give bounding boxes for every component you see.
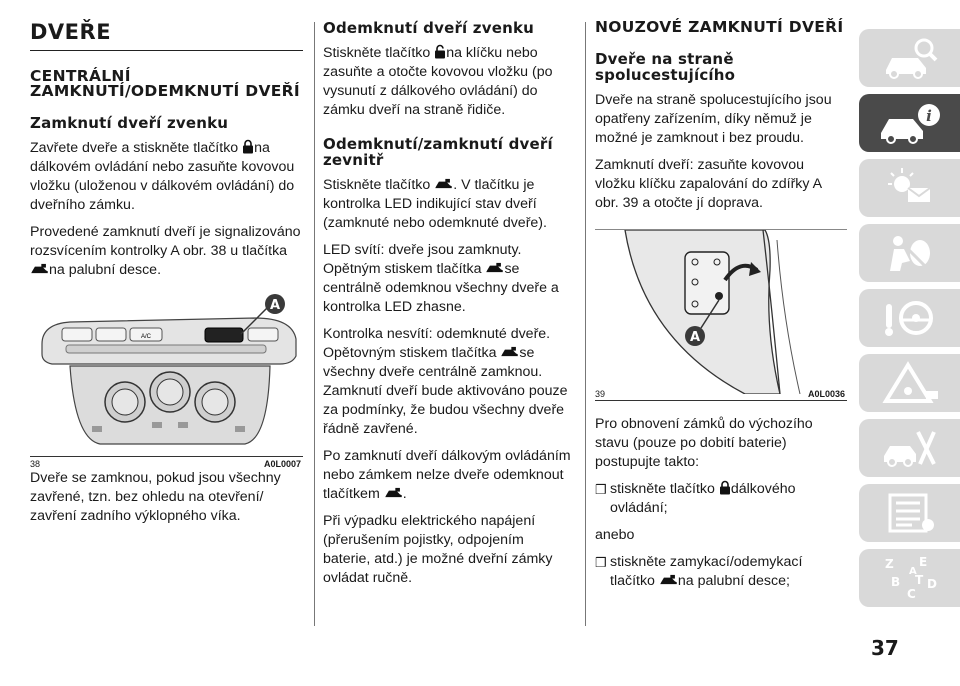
paragraph-lock-procedure: Zamknutí dveří: zasuňte kovovou vložku klíčku zapalování do zdířky A obr. 39 a otočte jí doprava. <box>595 157 822 211</box>
text-fragment: Stiskněte tlačítko <box>323 45 431 61</box>
index-letter: Z <box>884 557 894 571</box>
column-3 <box>595 20 847 599</box>
car-lock-button-icon <box>485 262 504 273</box>
text-fragment: se všechny dveře centrálně zamknou. Zamknutí dveří bude aktivováno pouze za podmínky, že budou všechny dveře řádně zavřené. <box>323 345 568 437</box>
tab-driving[interactable] <box>859 289 960 347</box>
info-glyph: i <box>925 107 932 125</box>
tab-car-info[interactable] <box>859 94 960 152</box>
airbag-safety-icon <box>880 231 940 275</box>
dashboard-controls-illustration <box>30 294 303 452</box>
figure-code: A0L0036 <box>807 389 845 399</box>
warning-triangle-icon <box>880 361 940 405</box>
ac-label: A/C <box>140 334 152 340</box>
list-item-text <box>610 553 847 591</box>
paragraph-unlock-outside <box>323 44 574 120</box>
tab-warning-lights[interactable] <box>859 159 960 217</box>
text-fragment: se centrálně odemknou všechny dveře a kontrolka LED zhasne. <box>323 261 559 315</box>
callout-a: A <box>269 298 281 313</box>
tab-index[interactable] <box>859 549 960 607</box>
text-fragment: na palubní desce; <box>677 573 790 589</box>
text-fragment: LED svítí: dveře jsou zamknuty. Opětným stiskem tlačítka <box>323 242 522 277</box>
figure-number: 38 <box>30 459 41 469</box>
paragraph-led-on <box>323 241 574 317</box>
callout-a: A <box>689 330 701 345</box>
tab-car-inspect[interactable] <box>859 29 960 87</box>
text-fragment: na dálkovém ovládání nebo zasuňte kovovou vložku (uloženou v dálkovém ovládání) do dveřního zámku. <box>30 140 295 213</box>
car-lock-button-icon <box>500 346 519 357</box>
car-lock-button-icon <box>659 574 678 585</box>
padlock-closed-icon <box>242 139 254 154</box>
specs-list-icon <box>880 491 940 535</box>
text-fragment: Zavřete dveře a stiskněte tlačítko <box>30 140 239 156</box>
checkbox-bullet-icon: ❒ <box>595 482 607 497</box>
text-fragment: stiskněte zamykací/odemykací tlačítko <box>610 554 803 589</box>
text-fragment: . <box>402 486 407 502</box>
list-item-text <box>610 480 847 518</box>
section-heading-central-locking: CENTRÁLNÍ ZAMKNUTÍ/ODEMKNUTÍ DVEŘÍ <box>30 67 300 100</box>
index-letter: A <box>908 566 917 577</box>
driving-icon <box>880 296 940 340</box>
figure-code: A0L0007 <box>263 459 301 469</box>
figure-39 <box>595 229 847 401</box>
figure-caption <box>30 457 303 469</box>
page-number: 37 <box>871 636 899 660</box>
subheading-unlock-inside: Odemknutí/zamknutí dveří zevnitř <box>323 135 553 169</box>
paragraph-power-failure: Při výpadku elektrického napájení (přerušením pojistky, odpojením baterie, atd.) je možné dveřní zámky ovládat ručně. <box>323 513 553 586</box>
index-letter: D <box>926 577 937 591</box>
car-wrench-icon <box>880 426 940 470</box>
padlock-open-icon <box>434 44 446 59</box>
text-fragment: Po zamknutí dveří dálkovým ovládáním nebo zámkem nelze dveře odemknout tlačítkem <box>323 448 571 502</box>
column-1 <box>30 20 303 534</box>
text-fragment: stiskněte tlačítko <box>610 481 715 497</box>
index-letter: C <box>906 587 916 601</box>
subheading-unlock-outside: Odemknutí dveří zvenku <box>323 19 535 37</box>
paragraph-led-off <box>323 325 574 439</box>
index-letter: T <box>914 573 923 587</box>
column-divider <box>585 22 586 626</box>
car-lock-button-icon <box>384 487 403 498</box>
subheading-lock-outside: Zamknutí dveří zvenku <box>30 114 229 132</box>
paragraph-lock-signal <box>30 223 303 280</box>
chapter-tabs <box>859 29 960 614</box>
paragraph-restore: Pro obnovení zámků do výchozího stavu (pouze po dobití baterie) postupujte takto: <box>595 416 813 470</box>
door-emergency-lock-illustration <box>595 230 841 394</box>
section-heading-emergency-lock: NOUZOVÉ ZAMKNUTÍ DVEŘÍ <box>595 18 844 36</box>
paragraph-lock-outside <box>30 139 303 215</box>
text-fragment: dálkového ovládání; <box>610 481 796 516</box>
figure-number: 39 <box>595 389 606 399</box>
tab-car-wrench[interactable] <box>859 419 960 477</box>
index-letter: B <box>890 575 900 589</box>
warning-lights-icon <box>880 166 940 210</box>
text-fragment: Provedené zamknutí dveří je signalizováno rozsvícením kontrolky A obr. 38 u tlačítka <box>30 224 301 259</box>
index-icon <box>877 554 943 602</box>
subheading-passenger-door: Dveře na straně spolucestujícího <box>595 50 736 84</box>
car-info-icon <box>877 101 943 145</box>
tab-specs-list[interactable] <box>859 484 960 542</box>
list-item <box>595 553 847 591</box>
column-2 <box>323 20 574 596</box>
paragraph-or: anebo <box>595 527 635 543</box>
car-lock-button-icon <box>434 178 453 189</box>
paragraph-unlock-inside <box>323 176 574 233</box>
text-fragment: na palubní desce. <box>49 262 162 278</box>
text-fragment: . V tlačítku je kontrolka LED indikující stav dveří (zamknuté nebo odemknuté dveře). <box>323 177 547 231</box>
figure-caption <box>595 387 847 399</box>
checkbox-bullet-icon: ❒ <box>595 555 607 570</box>
car-inspect-icon <box>880 36 940 80</box>
tab-warning-triangle[interactable] <box>859 354 960 412</box>
list-item <box>595 480 847 518</box>
padlock-closed-icon <box>719 480 731 495</box>
index-letter: E <box>918 555 927 569</box>
text-fragment: Kontrolka nesvítí: odemknuté dveře. Opětovným stiskem tlačítka <box>323 326 551 361</box>
tab-airbag-safety[interactable] <box>859 224 960 282</box>
paragraph-all-doors: Dveře se zamknou, pokud jsou všechny zavřené, tzn. bez ohledu na otevření/ zavření zadního výklopného víka. <box>30 470 281 524</box>
text-fragment: na klíčku nebo zasuňte a otočte kovovou vložku (po vysunutí z dálkového ovládání) do zámku dveří na straně řidiče. <box>323 45 553 118</box>
column-divider <box>314 22 315 626</box>
figure-38 <box>30 294 303 469</box>
page-title: DVEŘE <box>30 20 303 51</box>
paragraph-passenger-door: Dveře na straně spolucestujícího jsou opatřeny zařízením, díky němuž je možné je zamknout i bez proudu. <box>595 92 832 146</box>
paragraph-remote-lock <box>323 447 574 504</box>
car-lock-button-icon <box>30 263 49 274</box>
text-fragment: Stiskněte tlačítko <box>323 177 431 193</box>
